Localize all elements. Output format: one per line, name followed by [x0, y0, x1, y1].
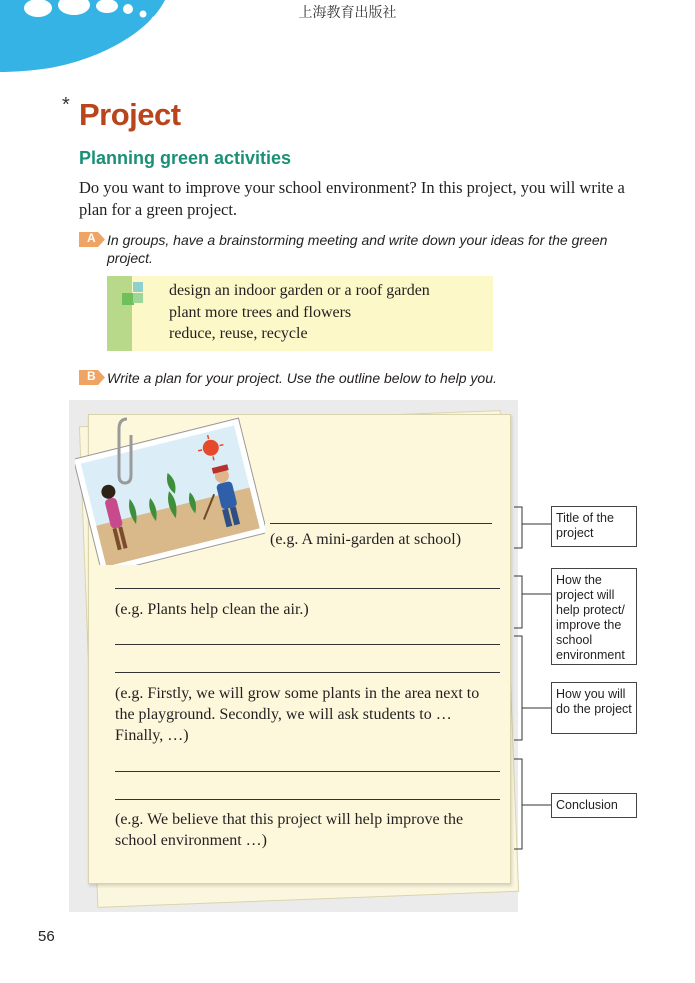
example-method: (e.g. Firstly, we will grow some plants in the area next to the playground. Secondly, we will ask students to … Finally, …) — [115, 685, 480, 744]
answer-line[interactable] — [270, 523, 492, 524]
label-conclusion: Conclusion — [551, 793, 637, 818]
ideas-square-decoration — [133, 293, 143, 303]
step-b-letter: B — [87, 369, 96, 383]
optional-marker: * — [62, 94, 70, 116]
answer-line[interactable] — [115, 799, 500, 800]
page-number: 56 — [38, 928, 55, 945]
idea-item: design an indoor garden or a roof garden — [169, 282, 430, 299]
ideas-square-decoration — [133, 282, 143, 292]
example-reason: (e.g. Plants help clean the air.) — [115, 601, 309, 618]
step-a-instruction: In groups, have a brainstorming meeting and write down your ideas for the green project. — [107, 232, 608, 266]
publisher-name: 上海教育出版社 — [298, 5, 397, 21]
answer-line[interactable] — [115, 771, 500, 772]
example-title: (e.g. A mini-garden at school) — [270, 531, 462, 548]
label-how-to-do: How you will do the project — [551, 682, 637, 734]
example-conclusion: (e.g. We believe that this project will help improve the school environment …) — [115, 811, 464, 849]
step-a-letter: A — [87, 231, 96, 245]
step-b-badge — [79, 370, 105, 385]
label-title-of-project: Title of the project — [551, 506, 637, 547]
answer-line[interactable] — [115, 672, 500, 673]
label-how-project-helps: How the project will help protect/ improve the school environment — [551, 568, 637, 665]
idea-item: reduce, reuse, recycle — [169, 325, 308, 342]
section-subtitle: Planning green activities — [79, 148, 292, 168]
answer-line[interactable] — [115, 588, 500, 589]
intro-paragraph: Do you want to improve your school environment? In this project, you will write a plan for a green project. — [79, 178, 625, 219]
step-a-badge — [79, 232, 105, 247]
idea-item: plant more trees and flowers — [169, 304, 352, 321]
answer-line[interactable] — [115, 644, 500, 645]
step-b-instruction: Write a plan for your project. Use the outline below to help you. — [107, 370, 497, 386]
ideas-strip-decoration — [107, 276, 132, 351]
gardening-photo — [75, 415, 265, 565]
page-title: Project — [79, 97, 181, 132]
